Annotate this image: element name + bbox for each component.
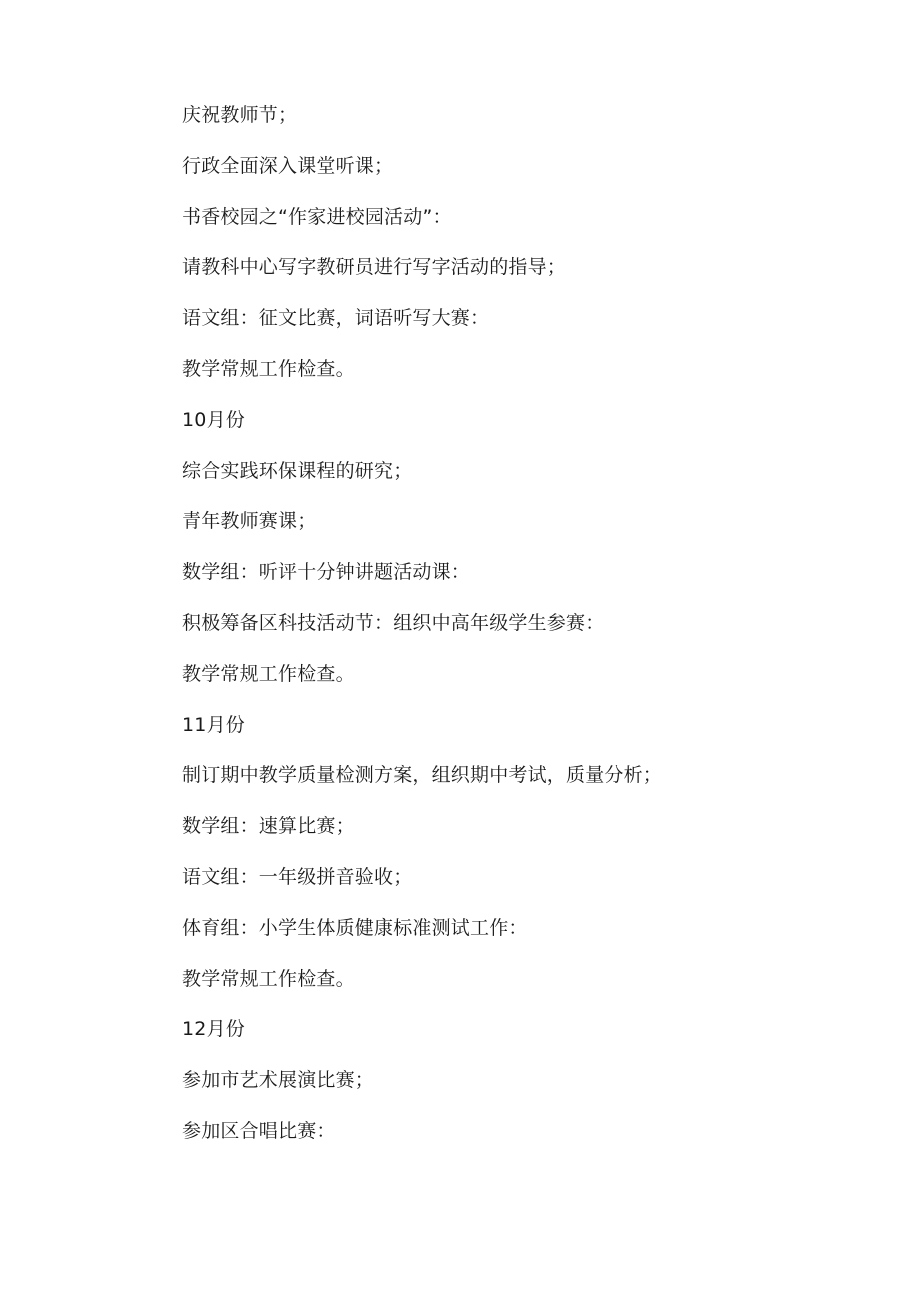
text-line: 庆祝教师节； — [182, 104, 298, 126]
text-line: 请教科中心写字教研员进行写字活动的指导； — [182, 256, 567, 279]
month-heading: 10月份 — [182, 408, 245, 431]
text-line: 参加区合唱比赛： — [182, 1119, 336, 1142]
text-line: 综合实践环保课程的研究； — [182, 459, 413, 482]
text-line: 制订期中教学质量检测方案，组织期中考试，质量分析； — [182, 764, 663, 787]
text-line: 教学常规工作检查。 — [182, 967, 355, 990]
text-line: 行政全面深入课堂听课； — [182, 154, 394, 177]
text-line: 参加市艺术展演比赛； — [182, 1069, 375, 1092]
text-line: 数学组：听评十分钟讲题活动课： — [182, 561, 471, 584]
month-heading: 12月份 — [182, 1018, 245, 1041]
text-line: 体育组：小学生体质健康标准测试工作： — [182, 916, 528, 939]
text-line: 书香校园之“作家进校园活动”： — [182, 205, 452, 228]
text-line: 教学常规工作检查。 — [182, 662, 355, 685]
text-line: 数学组：速算比赛； — [182, 815, 355, 838]
text-line: 积极筹备区科技活动节：组织中高年级学生参赛： — [182, 611, 605, 634]
document-body — [182, 100, 662, 1167]
text-line: 语文组：征文比赛，词语听写大赛： — [182, 307, 490, 330]
text-line: 教学常规工作检查。 — [182, 357, 355, 380]
text-line: 青年教师赛课； — [182, 510, 317, 533]
month-heading: 11月份 — [182, 713, 245, 736]
text-line: 语文组：一年级拼音验收； — [182, 865, 413, 888]
